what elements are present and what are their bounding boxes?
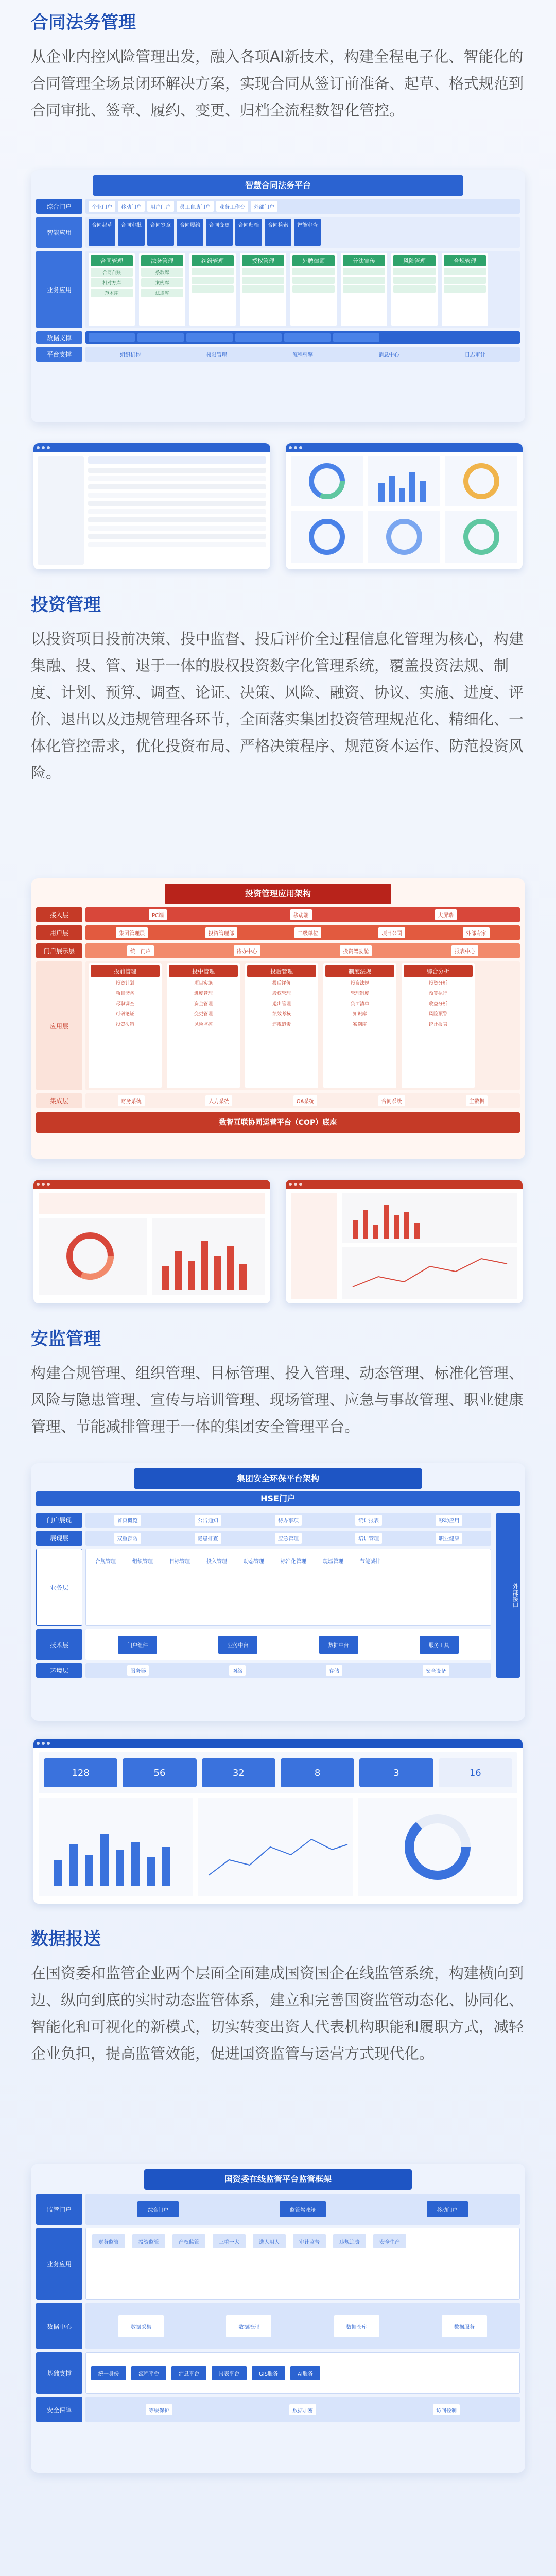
contract-title: 合同法务管理 [31,12,136,33]
safety-rows [31,1510,496,1681]
safety-chip: 组织管理 [132,1559,153,1565]
invest-portal-row [36,943,520,958]
report-row-label: 业务应用 [36,2228,82,2300]
invest-col-item: 投资计划 [115,981,134,986]
support-chip [137,333,184,342]
layer-chip: 合同履约 [177,219,203,246]
user-chip: 投资管理部 [205,927,237,938]
invest-col-head: 制度法规 [325,965,394,977]
layer-chip: 合同起草 [89,219,115,246]
report-desc: 在国资委和监管企业两个层面全面建成国资国企在线监管系统，构建横向到边、纵向到底的实时动态监管体系，建立和完善国资监管动态化、协同化、智能化和可视化的新模式，切实转变出资人代表机构职能和履职方式，减轻企业负担，提高监管效能，促进国资监管与运营方式现代化。 [31,1964,524,2062]
safety-chip: 双重预防 [114,1533,141,1544]
contract-support-row [36,331,520,344]
report-architecture-diagram [31,2164,525,2473]
invest-architecture-diagram [31,878,525,1159]
safety-title: 安监管理 [31,1329,101,1349]
safety-row-label: 技术层 [36,1629,82,1660]
report-chip: 访问控制 [433,2404,460,2415]
portal-chip: 员工自助门户 [177,201,214,212]
invest-col-item: 收益分析 [428,1002,447,1007]
safety-row-label: 业务层 [36,1549,82,1626]
contract-platform-row [36,347,520,362]
report-row [36,2194,520,2225]
report-row [36,2228,520,2300]
biz-col-item [242,268,284,275]
invest-col-item: 风险预警 [428,1012,447,1017]
safety-diagram-sub: HSE门户 [36,1491,520,1506]
contract-layer-row [36,251,520,328]
safety-diagram-body [31,1510,525,1681]
report-row [36,2352,520,2394]
report-chip: AI服务 [290,2366,320,2380]
contract-portal-row [36,199,520,214]
invest-col-item: 绩效考核 [272,1012,291,1017]
safety-row-items [85,1629,491,1660]
biz-col-item [292,285,335,293]
report-chip: 移动门户 [427,2201,468,2217]
portal-chip: 用户门户 [147,201,174,212]
invest-bottom-bar: 数智互联协同运营平台（COP）底座 [36,1112,520,1133]
biz-col-item [343,268,385,275]
invest-user-row [36,925,520,940]
biz-col-item [192,268,234,275]
biz-column [442,253,488,326]
invest-col-item: 统计报表 [428,1022,447,1027]
biz-col-item [393,277,436,284]
contract-layer-row [36,217,520,248]
biz-col-head: 合规管理 [444,255,486,266]
biz-column [89,253,135,326]
report-diagram-title: 国资委在线监管平台监管框架 [144,2169,412,2190]
entry-chip: PC端 [149,909,167,920]
invest-col-item: 负面清单 [350,1002,369,1007]
report-chip: 综合门户 [137,2201,179,2217]
portal-chip: 投资驾驶舱 [340,945,372,956]
invest-analysis-graphics [286,1189,523,1303]
invest-col-item: 投资分析 [428,981,447,986]
contract-desc: 从企业内控风险管理出发，融入各项AI新技术，构建全程电子化、智能化的合同管理全场景闭环解决方案，实现合同从签订前准备、起草、格式规范到合同审批、签章、履约、变更、归档全流程数智化管控。 [31,48,524,119]
stat-card: 3 [359,1758,433,1787]
safety-chip: 合规管理 [95,1559,116,1565]
contract-screenshot-list [33,443,270,569]
biz-col-head: 外聘律师 [292,255,335,266]
support-chip: 合同系统 [378,1095,405,1106]
window-bar [33,1739,523,1748]
safety-row [36,1549,491,1626]
invest-col-item: 预算执行 [428,991,447,996]
biz-col-item: 合同台账 [91,268,133,277]
biz-column [189,253,236,326]
safety-chip: 存储 [326,1665,342,1676]
report-row [36,2397,520,2422]
biz-col-head: 纠纷管理 [192,255,234,266]
contract-diagram-title: 智慧合同法务平台 [93,175,463,196]
report-chip: 投资监管 [132,2234,165,2248]
stat-card: 128 [44,1758,117,1787]
safety-stat-cards [44,1758,512,1787]
report-row-items [85,2352,520,2394]
biz-col-item [242,277,284,284]
biz-col-item [444,268,486,275]
safety-chip: 隐患排查 [195,1533,221,1544]
window-bar [33,1180,270,1189]
report-row-items [85,2194,520,2225]
window-bar [33,443,270,452]
invest-col-head: 综合分析 [404,965,473,977]
portal-chip: 报表中心 [451,945,478,956]
contract-architecture-diagram [31,170,525,422]
report-chip: 三重一大 [213,2234,246,2248]
layer-chip: 合同归档 [235,219,262,246]
safety-chip: 数据中台 [319,1636,358,1654]
biz-col-item: 案例库 [141,278,183,287]
contract-bottom-items [85,347,520,362]
safety-chip: 现场管理 [323,1559,343,1565]
invest-column [167,963,240,1088]
safety-section [31,1327,525,1440]
portal-chip: 待办中心 [234,945,260,956]
report-chip: 安全生产 [373,2234,406,2248]
biz-col-head: 授权管理 [242,255,284,266]
safety-chip: 应急管理 [275,1533,302,1544]
user-chip: 集团管理层 [116,927,148,938]
biz-col-item [393,268,436,275]
support-chip [235,333,282,342]
safety-chip: 投入管理 [206,1559,227,1565]
invest-col-item: 进度管理 [194,991,213,996]
biz-col-head: 风险管理 [393,255,436,266]
safety-chip: 业务中台 [218,1636,257,1654]
window-bar [286,443,523,452]
stat-card: 32 [202,1758,275,1787]
contract-screenshot-dashboard [286,443,523,569]
invest-support-label: 集成层 [36,1093,82,1108]
invest-support-items [85,1093,520,1108]
safety-row-label: 门户展现 [36,1513,82,1528]
contract-bottom-label: 平台支撑 [36,347,82,362]
report-row-items [85,2303,520,2349]
invest-diagram-title: 投资管理应用架构 [165,884,391,904]
invest-col-item: 资金管理 [194,1002,213,1007]
safety-chip: 待办事项 [275,1515,302,1526]
biz-col-item [444,285,486,293]
portal-chip: 统一门户 [127,945,154,956]
invest-column [402,963,475,1088]
report-chip: 报表平台 [212,2366,247,2380]
invest-col-item: 退出管理 [272,1002,291,1007]
safety-architecture-diagram [31,1463,525,1721]
invest-title: 投资管理 [31,595,101,615]
contract-layer-label: 数据支撑 [36,331,82,344]
invest-column [323,963,396,1088]
invest-home-graphics [33,1189,270,1303]
biz-col-head: 合同管理 [91,255,133,266]
safety-chip: 服务器 [127,1665,149,1676]
user-chip: 外部专家 [463,927,490,938]
invest-app-label: 应用层 [36,961,82,1090]
report-section [31,1927,525,2067]
portal-chip: 业务工作台 [216,201,248,212]
biz-col-item [343,277,385,284]
report-chip: 选人用人 [253,2234,286,2248]
safety-row-label: 环境层 [36,1663,82,1678]
report-chip: 财务监管 [92,2234,125,2248]
invest-entry-label: 接入层 [36,907,82,922]
biz-col-head: 普法宣传 [343,255,385,266]
biz-column [290,253,337,326]
user-chip: 二级单位 [294,927,321,938]
invest-column [89,963,162,1088]
support-chip: 财务系统 [118,1095,145,1106]
report-chip: 统一身份 [91,2366,126,2380]
report-chip: 数据加密 [289,2404,316,2415]
safety-chip: 服务工具 [420,1636,459,1654]
stat-card: 16 [439,1758,512,1787]
safety-chip: 统计报表 [355,1515,382,1526]
biz-column [341,253,387,326]
report-row-label: 安全保障 [36,2397,82,2422]
contract-layer-label: 业务应用 [36,251,82,328]
invest-col-item: 尽职调查 [115,1002,134,1007]
contract-layer-items [85,217,520,248]
layer-chip: 合同审批 [118,219,145,246]
report-row [36,2303,520,2349]
biz-column [391,253,438,326]
support-chip: 人力系统 [205,1095,232,1106]
report-chip: 流程平台 [131,2366,166,2380]
biz-col-item [192,285,234,293]
safety-row-items [85,1531,491,1546]
entry-chip: 移动端 [290,909,312,920]
layer-chip: 智能审查 [294,219,321,246]
invest-col-item: 可研论证 [115,1012,134,1017]
report-chip: 数据采集 [118,2315,164,2337]
stat-card: 8 [281,1758,354,1787]
safety-row [36,1663,491,1678]
report-chip: GIS服务 [252,2366,285,2380]
safety-chip: 公告通知 [195,1515,221,1526]
bottom-chip: 权限管理 [206,352,227,358]
biz-col-item: 条款库 [141,268,183,277]
biz-col-item [444,277,486,284]
stat-card: 56 [123,1758,196,1787]
safety-row-items [85,1663,491,1678]
support-chip: OA系统 [293,1095,318,1106]
report-chip: 数据仓库 [334,2315,379,2337]
safety-side-bar: 外部接口 [496,1513,520,1678]
safety-chip: 职业健康 [436,1533,462,1544]
portal-chip: 外部门户 [251,201,277,212]
invest-desc: 以投资项目投前决策、投中监督、投后评价全过程信息化管理为核心，构建集融、投、管、退于一体的股权投资数字化管理系统，覆盖投资法规、制度、计划、预算、调查、论证、决策、风险、融资、协议、实施、进度、评价、退出以及违规管理各环节，全面落实集团投资管理规范化、精细化、一体化管控需求，优化投资布局、严格决策程序、规范资本运作、防范投资风险。 [31,630,524,782]
contract-biz-columns [85,251,520,328]
biz-col-item [292,277,335,284]
invest-col-head: 投后管理 [247,965,316,977]
safety-chip: 首页概览 [114,1515,141,1526]
support-chip [89,333,135,342]
invest-app-columns [85,961,520,1090]
biz-col-item [292,268,335,275]
invest-portal-label: 门户展示层 [36,943,82,958]
report-chip: 消息平台 [171,2366,206,2380]
portal-chip: 企业门户 [89,201,115,212]
safety-row [36,1531,491,1546]
invest-col-item: 项目储备 [115,991,134,996]
safety-chip: 动态管理 [244,1559,264,1565]
safety-diagram-title: 集团安全环保平台架构 [134,1468,422,1489]
biz-col-item [192,277,234,284]
safety-dashboard-screenshot [33,1739,523,1904]
biz-column [240,253,286,326]
invest-col-item: 案例库 [353,1022,367,1027]
contract-section [31,10,525,124]
biz-col-item [242,285,284,293]
layer-chip: 合同检索 [265,219,291,246]
layer-chip: 合同签章 [147,219,174,246]
safety-dashboard-charts [33,1798,523,1901]
window-bar [286,1180,523,1189]
safety-row [36,1513,491,1528]
contract-layer-label: 智能应用 [36,217,82,248]
invest-section [31,592,525,786]
invest-col-item: 投资法规 [350,981,369,986]
invest-portal-items [85,943,520,958]
safety-row-items [85,1513,491,1528]
safety-chip: 目标管理 [169,1559,190,1565]
invest-column [245,963,318,1088]
bottom-chip: 消息中心 [378,352,399,358]
report-chip: 产权监管 [172,2234,205,2248]
invest-col-item: 项目实施 [194,981,213,986]
contract-support-items [85,331,520,344]
invest-screenshot-home [33,1180,270,1303]
bottom-chip: 组织机构 [120,352,141,358]
safety-chip: 培训管理 [355,1533,382,1544]
report-chip: 违规追责 [333,2234,366,2248]
bottom-chip: 流程引擎 [292,352,313,358]
report-row-items [85,2397,520,2422]
invest-col-head: 投前管理 [91,965,160,977]
layer-chip: 合同变更 [206,219,233,246]
support-chip [333,333,379,342]
dashboard-graphics [286,452,523,569]
safety-row-items [85,1549,491,1626]
invest-entry-row [36,907,520,922]
support-chip [284,333,331,342]
user-chip: 项目公司 [378,927,405,938]
support-chip [186,333,233,342]
invest-col-item: 管理制度 [350,991,369,996]
report-row-items [85,2228,520,2300]
safety-row-label: 展现层 [36,1531,82,1546]
safety-chip: 门户组件 [118,1636,157,1654]
invest-col-head: 投中管理 [169,965,238,977]
report-chip: 等级保护 [146,2404,172,2415]
invest-col-item: 知识库 [353,1012,367,1017]
invest-col-item: 股权管理 [272,991,291,996]
contract-portal-label: 综合门户 [36,199,82,214]
safety-chip: 标准化管理 [281,1559,306,1565]
biz-col-item [393,285,436,293]
safety-chip: 节能减排 [360,1559,380,1565]
biz-col-item: 法规库 [141,289,183,297]
report-chip: 审计监督 [293,2234,326,2248]
report-chip: 数据治理 [226,2315,271,2337]
report-row-label: 数据中心 [36,2303,82,2349]
report-row-label: 监管门户 [36,2194,82,2225]
safety-chip: 移动应用 [436,1515,462,1526]
bottom-chip: 日志审计 [464,352,485,358]
safety-desc: 构建合规管理、组织管理、目标管理、投入管理、动态管理、标准化管理、风险与隐患管理、宣传与培训管理、现场管理、应急与事故管理、职业健康管理、节能减排管理于一体的集团安全管理平台。 [31,1364,524,1435]
portal-chip: 移动门户 [118,201,145,212]
invest-col-item: 违规追责 [272,1022,291,1027]
invest-col-item: 变更管理 [194,1012,213,1017]
invest-col-item: 风险监控 [194,1022,213,1027]
biz-col-item [343,285,385,293]
safety-chip: 网络 [229,1665,246,1676]
invest-screenshot-analysis [286,1180,523,1303]
safety-chip: 安全设备 [423,1665,449,1676]
entry-chip: 大屏端 [435,909,457,920]
invest-user-label: 用户层 [36,925,82,940]
contract-portal-items [85,199,520,214]
invest-col-item: 投后评价 [272,981,291,986]
safety-row [36,1629,491,1660]
biz-column [139,253,185,326]
invest-support-row [36,1093,520,1108]
invest-entry-items [85,907,520,922]
report-row-label: 基础支撑 [36,2352,82,2394]
biz-col-head: 法务管理 [141,255,183,266]
report-title: 数据报送 [31,1929,101,1950]
biz-col-item: 相对方库 [91,278,133,287]
report-chip: 监管驾驶舱 [280,2201,326,2217]
invest-user-items [85,925,520,940]
invest-col-item: 投资决策 [115,1022,134,1027]
invest-app-row [36,961,520,1090]
support-chip: 主数据 [466,1095,488,1106]
biz-col-item: 范本库 [91,289,133,297]
report-chip: 数据服务 [442,2315,487,2337]
